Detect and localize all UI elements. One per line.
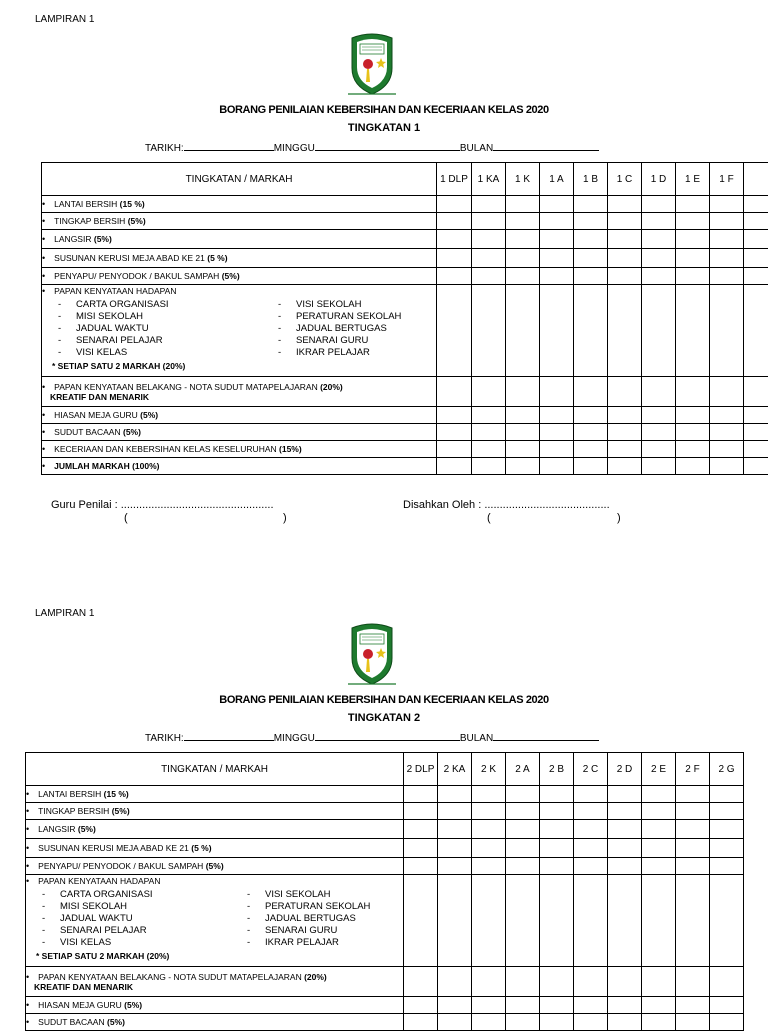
score-cell[interactable] bbox=[710, 1014, 744, 1031]
form-title: BORANG PENILAIAN KEBERSIHAN DAN KECERIAAN KELAS 2020 bbox=[0, 104, 768, 116]
score-cell[interactable] bbox=[676, 803, 710, 820]
class-header: 2 C bbox=[574, 753, 608, 786]
score-cell[interactable] bbox=[472, 967, 506, 997]
minggu-field[interactable] bbox=[315, 731, 460, 741]
score-cell[interactable] bbox=[404, 858, 438, 875]
criteria-weight: (5%) bbox=[112, 806, 130, 816]
criteria-row bbox=[26, 967, 744, 997]
criteria-weight: (5%) bbox=[107, 1017, 125, 1027]
minggu-label: MINGGU bbox=[274, 143, 315, 154]
criteria-label: TINGKAP BERSIH bbox=[38, 806, 109, 816]
criteria-label: SUSUNAN KERUSI MEJA ABAD KE 21 bbox=[38, 843, 189, 853]
class-header: 2 DLP bbox=[404, 753, 438, 786]
score-cell[interactable] bbox=[540, 803, 574, 820]
criteria-label: TINGKAP BERSIH bbox=[54, 216, 125, 226]
class-header: 1 A bbox=[540, 163, 574, 196]
score-cell[interactable] bbox=[506, 875, 540, 967]
papan-item: - SENARAI PELAJAR bbox=[58, 335, 278, 347]
criteria-label: HIASAN MEJA GURU bbox=[38, 1000, 122, 1010]
score-cell[interactable] bbox=[472, 997, 506, 1014]
criteria-weight: (5 %) bbox=[191, 843, 211, 853]
score-cell[interactable] bbox=[608, 803, 642, 820]
score-cell[interactable] bbox=[574, 875, 608, 967]
class-header: 1 E bbox=[676, 163, 710, 196]
paren: ( bbox=[124, 512, 128, 524]
date-line bbox=[145, 731, 599, 744]
paren: ) bbox=[283, 512, 287, 524]
class-header: 2 K bbox=[472, 753, 506, 786]
setiap-note: * SETIAP SATU 2 MARKAH (20%) bbox=[52, 361, 436, 371]
total-label: JUMLAH MARKAH (100%) bbox=[54, 461, 159, 471]
score-cell[interactable] bbox=[642, 1014, 676, 1031]
score-cell[interactable] bbox=[506, 967, 540, 997]
table-header-row bbox=[26, 753, 744, 786]
class-header: 2 E bbox=[642, 753, 676, 786]
class-header: 1 B bbox=[574, 163, 608, 196]
score-cell[interactable] bbox=[404, 1014, 438, 1031]
score-cell[interactable] bbox=[710, 820, 744, 839]
criteria-label: LANGSIR bbox=[54, 234, 91, 244]
score-cell[interactable] bbox=[676, 997, 710, 1014]
score-cell[interactable] bbox=[506, 786, 540, 803]
bulan-field[interactable] bbox=[493, 731, 599, 741]
criteria-label: PENYAPU/ PENYODOK / BAKUL SAMPAH bbox=[54, 271, 219, 281]
score-cell[interactable] bbox=[676, 967, 710, 997]
tarikh-label: TARIKH: bbox=[145, 143, 184, 154]
score-cell[interactable] bbox=[710, 997, 744, 1014]
paren: ( bbox=[487, 512, 491, 524]
score-cell[interactable] bbox=[574, 858, 608, 875]
header-tingkatan-markah: TINGKATAN / MARKAH bbox=[42, 163, 437, 196]
score-cell[interactable] bbox=[574, 820, 608, 839]
lampiran-label: LAMPIRAN 1 bbox=[35, 14, 94, 25]
criteria-weight: (5%) bbox=[123, 427, 141, 437]
score-cell[interactable] bbox=[404, 786, 438, 803]
criteria-weight: (20%) bbox=[320, 382, 343, 392]
score-cell[interactable] bbox=[676, 875, 710, 967]
score-cell[interactable] bbox=[710, 875, 744, 967]
score-cell[interactable] bbox=[506, 1014, 540, 1031]
paren: ) bbox=[617, 512, 621, 524]
bulan-label: BULAN bbox=[460, 143, 493, 154]
score-cell[interactable] bbox=[438, 786, 472, 803]
score-cell[interactable] bbox=[506, 820, 540, 839]
score-cell[interactable] bbox=[438, 967, 472, 997]
score-cell[interactable] bbox=[574, 839, 608, 858]
score-cell[interactable] bbox=[642, 786, 676, 803]
papan-item: - SENARAI GURU bbox=[278, 335, 428, 347]
criteria-weight: (5%) bbox=[94, 234, 112, 244]
criteria-row bbox=[26, 839, 744, 858]
criteria-row bbox=[26, 786, 744, 803]
criteria-label-line2: KREATIF DAN MENARIK bbox=[34, 982, 133, 992]
tarikh-label: TARIKH: bbox=[145, 733, 184, 744]
score-cell[interactable] bbox=[404, 875, 438, 967]
criteria-weight: (5 %) bbox=[207, 253, 227, 263]
criteria-weight: (5%) bbox=[206, 861, 224, 871]
criteria-label: LANTAI BERSIH bbox=[54, 199, 117, 209]
score-cell[interactable] bbox=[574, 1014, 608, 1031]
criteria-weight: (20%) bbox=[304, 972, 327, 982]
score-cell[interactable] bbox=[540, 875, 574, 967]
criteria-row bbox=[26, 858, 744, 875]
form-title: BORANG PENILAIAN KEBERSIHAN DAN KECERIAAN KELAS 2020 bbox=[0, 694, 768, 706]
assessment-table bbox=[25, 752, 744, 1031]
score-cell[interactable] bbox=[676, 786, 710, 803]
papan-item: - JADUAL WAKTU bbox=[58, 323, 278, 335]
score-cell[interactable] bbox=[676, 820, 710, 839]
score-cell[interactable] bbox=[608, 1014, 642, 1031]
papan-item: - JADUAL BERTUGAS bbox=[278, 323, 428, 335]
papan-item: - JADUAL WAKTU bbox=[42, 913, 247, 925]
papan-item: - SENARAI PELAJAR bbox=[42, 925, 247, 937]
criteria-label: LANGSIR bbox=[38, 824, 75, 834]
class-header: 1 DLP bbox=[437, 163, 472, 196]
score-cell[interactable] bbox=[642, 820, 676, 839]
tarikh-field[interactable] bbox=[184, 731, 274, 741]
score-cell[interactable] bbox=[710, 858, 744, 875]
score-cell[interactable] bbox=[710, 839, 744, 858]
score-cell[interactable] bbox=[574, 997, 608, 1014]
criteria-label: LANTAI BERSIH bbox=[38, 789, 101, 799]
score-cell[interactable] bbox=[438, 839, 472, 858]
papan-item: - CARTA ORGANISASI bbox=[58, 299, 278, 311]
class-header: 2 F bbox=[676, 753, 710, 786]
setiap-note: * SETIAP SATU 2 MARKAH (20%) bbox=[36, 951, 403, 961]
papan-item: - MISI SEKOLAH bbox=[58, 311, 278, 323]
papan-item: - PERATURAN SEKOLAH bbox=[278, 311, 428, 323]
criteria-label: SUSUNAN KERUSI MEJA ABAD KE 21 bbox=[54, 253, 205, 263]
criteria-weight: (5%) bbox=[78, 824, 96, 834]
score-cell[interactable] bbox=[642, 967, 676, 997]
score-cell[interactable] bbox=[404, 967, 438, 997]
criteria-row bbox=[26, 1014, 744, 1031]
criteria-weight: (15 %) bbox=[104, 789, 129, 799]
score-cell[interactable] bbox=[540, 858, 574, 875]
papan-item: - JADUAL BERTUGAS bbox=[247, 913, 397, 925]
criteria-label: SUDUT BACAAN bbox=[38, 1017, 104, 1027]
score-cell[interactable] bbox=[574, 967, 608, 997]
papan-item: - IKRAR PELAJAR bbox=[278, 347, 428, 359]
score-cell[interactable] bbox=[608, 875, 642, 967]
score-cell[interactable] bbox=[404, 803, 438, 820]
score-cell[interactable] bbox=[506, 858, 540, 875]
papan-item: - MISI SEKOLAH bbox=[42, 901, 247, 913]
class-header: 1 C bbox=[608, 163, 642, 196]
score-cell[interactable] bbox=[540, 1014, 574, 1031]
criteria-row bbox=[26, 997, 744, 1014]
papan-item: - VISI KELAS bbox=[58, 347, 278, 359]
criteria-label: PAPAN KENYATAAN BELAKANG - NOTA SUDUT MATAPELAJARAN bbox=[54, 382, 318, 392]
score-cell[interactable] bbox=[574, 786, 608, 803]
score-cell[interactable] bbox=[676, 858, 710, 875]
class-header: 1 KA bbox=[472, 163, 506, 196]
class-header: 2 G bbox=[710, 753, 744, 786]
criteria-weight: (5%) bbox=[124, 1000, 142, 1010]
papan-item: - VISI KELAS bbox=[42, 937, 247, 949]
score-cell[interactable] bbox=[506, 839, 540, 858]
criteria-label: PAPAN KENYATAAN HADAPAN bbox=[38, 876, 160, 886]
score-cell[interactable] bbox=[472, 875, 506, 967]
score-cell[interactable] bbox=[540, 839, 574, 858]
criteria-weight: (5%) bbox=[140, 410, 158, 420]
class-header: 1 D bbox=[642, 163, 676, 196]
criteria-weight: (5%) bbox=[128, 216, 146, 226]
score-cell[interactable] bbox=[404, 839, 438, 858]
score-cell[interactable] bbox=[642, 803, 676, 820]
guru-penilai[interactable]: Guru Penilai : .................................................. bbox=[51, 499, 274, 511]
criteria-weight: (15 %) bbox=[120, 199, 145, 209]
score-cell[interactable] bbox=[676, 1014, 710, 1031]
score-cell[interactable] bbox=[472, 786, 506, 803]
papan-item: - SENARAI GURU bbox=[247, 925, 397, 937]
score-cell[interactable] bbox=[472, 858, 506, 875]
disahkan-oleh[interactable]: Disahkan Oleh : ......................................... bbox=[403, 499, 610, 511]
score-cell[interactable] bbox=[710, 786, 744, 803]
score-cell[interactable] bbox=[438, 820, 472, 839]
score-cell[interactable] bbox=[608, 967, 642, 997]
criteria-weight: (15%) bbox=[279, 444, 302, 454]
score-cell[interactable] bbox=[676, 839, 710, 858]
score-cell[interactable] bbox=[540, 967, 574, 997]
score-cell[interactable] bbox=[438, 803, 472, 820]
class-header: 1 K bbox=[506, 163, 540, 196]
score-cell[interactable] bbox=[608, 839, 642, 858]
criteria-label-line2: KREATIF DAN MENARIK bbox=[50, 392, 149, 402]
papan-item: - VISI SEKOLAH bbox=[247, 889, 397, 901]
score-cell[interactable] bbox=[710, 967, 744, 997]
papan-item: - VISI SEKOLAH bbox=[278, 299, 428, 311]
papan-item: - CARTA ORGANISASI bbox=[42, 889, 247, 901]
lampiran-label: LAMPIRAN 1 bbox=[35, 608, 94, 619]
papan-item: - IKRAR PELAJAR bbox=[247, 937, 397, 949]
class-header: 2 A bbox=[506, 753, 540, 786]
class-header: 2 B bbox=[540, 753, 574, 786]
criteria-label: PENYAPU/ PENYODOK / BAKUL SAMPAH bbox=[38, 861, 203, 871]
score-cell[interactable] bbox=[472, 839, 506, 858]
score-cell[interactable] bbox=[472, 1014, 506, 1031]
criteria-weight: (5%) bbox=[222, 271, 240, 281]
score-cell[interactable] bbox=[404, 820, 438, 839]
class-header: 2 D bbox=[608, 753, 642, 786]
school-crest-icon bbox=[348, 622, 396, 686]
score-cell[interactable] bbox=[642, 875, 676, 967]
criteria-label: PAPAN KENYATAAN BELAKANG - NOTA SUDUT MATAPELAJARAN bbox=[38, 972, 302, 982]
score-cell[interactable] bbox=[608, 820, 642, 839]
score-cell[interactable] bbox=[642, 839, 676, 858]
score-cell[interactable] bbox=[608, 997, 642, 1014]
score-cell[interactable] bbox=[438, 858, 472, 875]
score-cell[interactable] bbox=[540, 786, 574, 803]
score-cell[interactable] bbox=[438, 997, 472, 1014]
score-cell[interactable] bbox=[438, 1014, 472, 1031]
score-cell[interactable] bbox=[404, 997, 438, 1014]
criteria-label: HIASAN MEJA GURU bbox=[54, 410, 138, 420]
papan-items-list bbox=[42, 889, 403, 949]
score-cell[interactable] bbox=[540, 997, 574, 1014]
bulan-label: BULAN bbox=[460, 733, 493, 744]
criteria-row bbox=[26, 820, 744, 839]
score-cell[interactable] bbox=[506, 803, 540, 820]
score-cell[interactable] bbox=[540, 820, 574, 839]
minggu-label: MINGGU bbox=[274, 733, 315, 744]
tingkatan-title: TINGKATAN 2 bbox=[0, 712, 768, 724]
score-cell[interactable] bbox=[438, 875, 472, 967]
tingkatan-title: TINGKATAN 1 bbox=[0, 122, 768, 134]
score-cell[interactable] bbox=[608, 858, 642, 875]
score-cell[interactable] bbox=[574, 803, 608, 820]
score-cell[interactable] bbox=[642, 858, 676, 875]
class-header: 2 KA bbox=[438, 753, 472, 786]
criteria-row-papan-hadapan bbox=[26, 875, 744, 967]
criteria-label: SUDUT BACAAN bbox=[54, 427, 120, 437]
score-cell[interactable] bbox=[472, 820, 506, 839]
score-cell[interactable] bbox=[608, 786, 642, 803]
score-cell[interactable] bbox=[506, 997, 540, 1014]
score-cell[interactable] bbox=[710, 803, 744, 820]
class-header: 1 F bbox=[710, 163, 744, 196]
criteria-label: KECERIAAN DAN KEBERSIHAN KELAS KESELURUHAN bbox=[54, 444, 276, 454]
score-cell[interactable] bbox=[472, 803, 506, 820]
criteria-label: PAPAN KENYATAAN HADAPAN bbox=[54, 286, 176, 296]
criteria-row bbox=[26, 803, 744, 820]
score-cell[interactable] bbox=[642, 997, 676, 1014]
papan-item: - PERATURAN SEKOLAH bbox=[247, 901, 397, 913]
header-tingkatan-markah: TINGKATAN / MARKAH bbox=[26, 753, 404, 786]
